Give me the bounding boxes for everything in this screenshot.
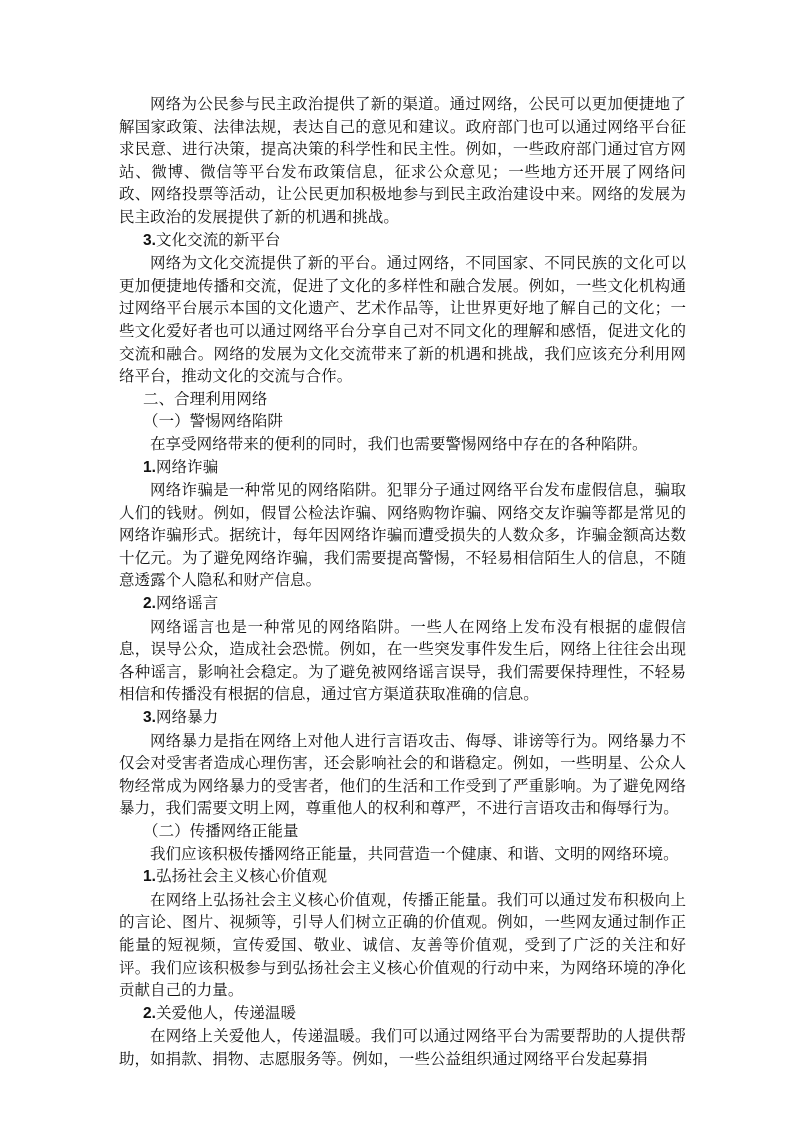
heading-number: 2. [143,1004,157,1022]
heading-section-2: 二、合理利用网络 [143,389,268,408]
paragraph-fraud: 网络诈骗是一种常见的网络陷阱。犯罪分子通过网络平台发布虚假信息，骗取人们的钱财。例如，假冒公检法诈骗、网络购物诈骗、网络交友诈骗等都是常见的网络诈骗形式。据统计，每年因网络诈骗而遭受损失的人数众多，诈骗金额高达数十亿元。为了避免网络诈骗，我们需要提高警惕，不轻易相信陌生人的信息，不随意透露个人隐私和财产信息。 [119,481,686,590]
heading-text: 网络诈骗 [156,457,219,476]
heading-number: 3. [143,231,157,249]
heading-beware-traps: （一）警惕网络陷阱 [143,412,283,431]
heading-violence [119,706,686,730]
heading-fraud [119,456,686,480]
heading-number: 1. [143,458,157,476]
heading-positive-energy: （二）传播网络正能量 [143,822,299,840]
paragraph-democracy: 网络为公民参与民主政治提供了新的渠道。通过网络，公民可以更加便捷地了解国家政策、法律法规，表达自己的意见和建议。政府部门也可以通过网络平台征求民意、进行决策，提高决策的科学性和民主性。例如，一些政府部门通过官方网站、微博、微信等平台发布政策信息，征求公众意见；一些地方还开展了网络问政、网络投票等活动，让公民更加积极地参与到民主政治建设中来。网络的发展为民主政治的发展提供了新的机遇和挑战。 [119,95,686,226]
heading-core-values [119,865,686,889]
heading-text: 文化交流的新平台 [156,230,281,249]
heading-number: 3. [143,709,157,727]
paragraph-rumor: 网络谣言也是一种常见的网络陷阱。一些人在网络上发布没有根据的虚假信息，误导公众，造成社会恐慌。例如，在一些突发事件发生后，网络上往往会出现各种谣言，影响社会稳定。为了避免被网络谣言误导，我们需要保持理性，不轻易相信和传播没有根据的信息，通过官方渠道获取准确的信息。 [119,617,686,704]
heading-text: 关爱他人，传递温暖 [156,1003,296,1022]
heading-rumor [119,592,686,616]
paragraph-core-values: 在网络上弘扬社会主义核心价值观，传播正能量。我们可以通过发布积极向上的言论、图片、视频等，引导人们树立正确的价值观。例如，一些网友通过制作正能量的短视频，宣传爱国、敬业、诚信、友善等价值观，受到了广泛的关注和好评。我们应该积极参与到弘扬社会主义核心价值观的行动中来，为网络环境的净化贡献自己的力量。 [119,890,686,1000]
paragraph-beware-traps: 在享受网络带来的便利的同时，我们也需要警惕网络中存在的各种陷阱。 [150,434,648,453]
paragraph-positive-energy: 我们应该积极传播网络正能量，共同营造一个健康、和谐、文明的网络环境。 [150,844,679,863]
heading-number: 2. [143,595,157,613]
paragraph-violence: 网络暴力是指在网络上对他人进行言语攻击、侮辱、诽谤等行为。网络暴力不仅会对受害者造成心理伤害，还会影响社会的和谐稳定。例如，一些明星、公众人物经常成为网络暴力的受害者，他们的生活和工作受到了严重影响。为了避免网络暴力，我们需要文明上网，尊重他人的权利和尊严，不进行言语攻击和侮辱行为。 [119,731,686,818]
paragraph-care-others: 在网络上关爱他人，传递温暖。我们可以通过网络平台为需要帮助的人提供帮助，如捐款、捐物、志愿服务等。例如，一些公益组织通过网络平台发起募捐 [119,1027,686,1068]
heading-text: 网络谣言 [156,594,219,613]
heading-care-others [119,1002,686,1026]
heading-text: 网络暴力 [156,708,219,727]
document-page [119,93,686,1071]
heading-culture-exchange [119,229,686,253]
paragraph-culture-exchange: 网络为文化交流提供了新的平台。通过网络，不同国家、不同民族的文化可以更加便捷地传播和交流，促进了文化的多样性和融合发展。例如，一些文化机构通过网络平台展示本国的文化遗产、艺术作品等，让世界更好地了解自己的文化；一些文化爱好者也可以通过网络平台分享自己对不同文化的理解和感悟，促进文化的交流和融合。网络的发展为文化交流带来了新的机遇和挑战，我们应该充分利用网络平台，推动文化的交流与合作。 [119,254,686,386]
heading-number: 1. [143,868,157,886]
heading-text: 弘扬社会主义核心价值观 [156,867,328,886]
